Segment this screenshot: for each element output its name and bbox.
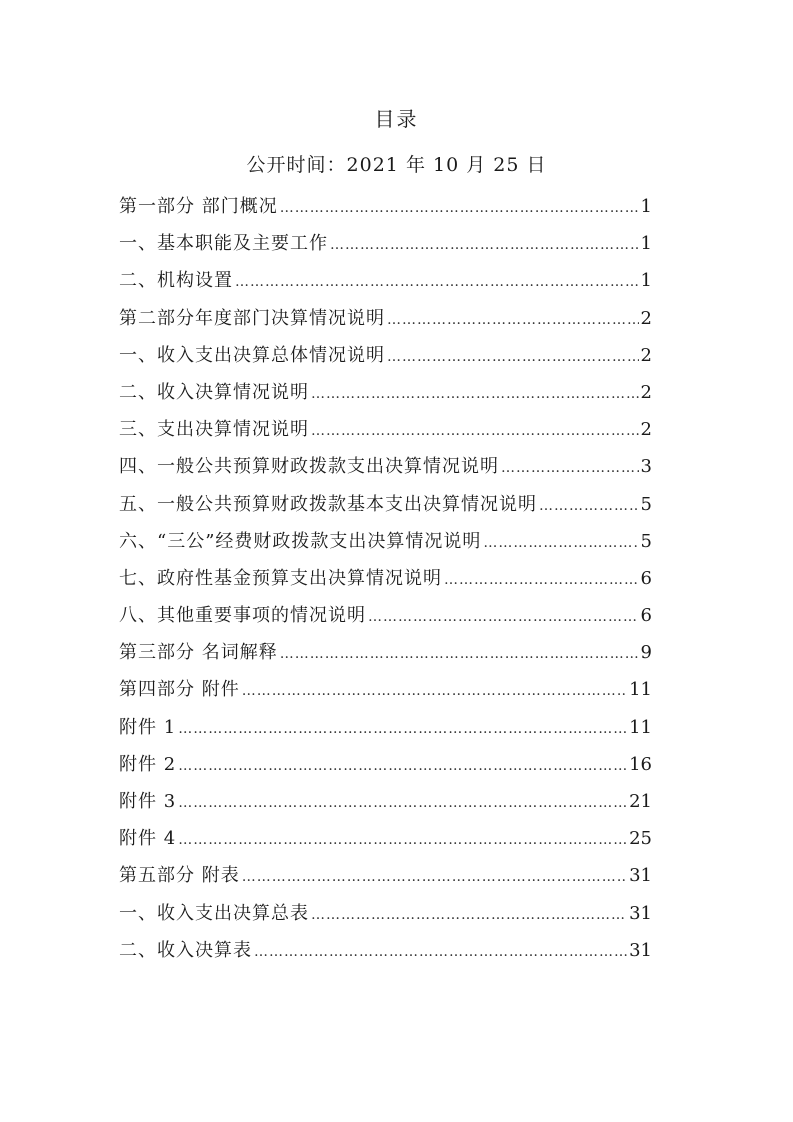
- toc-page-number: 16: [629, 753, 652, 775]
- toc-entry[interactable]: [119, 783, 652, 820]
- toc-page-number: 31: [629, 939, 652, 961]
- toc-dot-leader: [330, 227, 639, 264]
- toc-page-number: 6: [640, 567, 652, 589]
- toc-dot-leader: [483, 525, 638, 562]
- toc-entry[interactable]: [119, 337, 652, 374]
- toc-page-number: 5: [640, 493, 652, 515]
- toc-page-number: 1: [640, 270, 652, 292]
- toc-entry-label: 二、机构设置: [119, 270, 233, 292]
- toc-dot-leader: [235, 264, 639, 301]
- toc-entry-label: 一、收入支出决算总体情况说明: [119, 344, 385, 366]
- toc-entry-label: 一、收入支出决算总表: [119, 902, 309, 924]
- toc-dot-leader: [311, 413, 639, 450]
- toc-entry[interactable]: [119, 262, 652, 299]
- toc-dot-leader: [539, 488, 639, 525]
- toc-dot-leader: [178, 748, 627, 785]
- toc-entry[interactable]: [119, 300, 652, 337]
- toc-entry[interactable]: [119, 448, 652, 485]
- toc-entry[interactable]: [119, 374, 652, 411]
- toc-entry[interactable]: [119, 634, 652, 671]
- toc-entry[interactable]: [119, 932, 652, 969]
- toc-entry[interactable]: [119, 671, 652, 708]
- toc-page-number: 2: [640, 419, 652, 441]
- toc-entry-label: 第四部分 附件: [119, 679, 240, 701]
- toc-entry-label: 七、政府性基金预算支出决算情况说明: [119, 567, 442, 589]
- toc-entry[interactable]: [119, 486, 652, 523]
- toc-page-number: 11: [629, 679, 652, 701]
- toc-entry-label: 六、“三公”经费财政拨款支出决算情况说明: [119, 530, 482, 552]
- toc-page-number: 1: [640, 196, 652, 217]
- toc-entry-label: 第三部分 名词解释: [119, 642, 278, 664]
- toc-dot-leader: [311, 376, 639, 413]
- toc-page-number: 5: [640, 530, 652, 552]
- toc-entry[interactable]: [119, 597, 652, 634]
- toc-entry[interactable]: [119, 523, 652, 560]
- toc-entry[interactable]: [119, 411, 652, 448]
- toc-page-number: 11: [629, 716, 652, 738]
- toc-page-number: 31: [629, 865, 652, 887]
- toc-entry-label: 附件 1: [119, 716, 177, 738]
- toc-entry[interactable]: [119, 188, 652, 225]
- toc-page-number: 2: [640, 344, 652, 366]
- toc-dot-leader: [178, 785, 627, 822]
- toc-dot-leader: [242, 859, 627, 896]
- toc-dot-leader: [280, 636, 639, 673]
- toc-entry[interactable]: [119, 820, 652, 857]
- toc-entry[interactable]: [119, 746, 652, 783]
- toc-dot-leader: [178, 822, 627, 859]
- toc-dot-leader: [311, 897, 627, 934]
- toc-entry-label: 第五部分 附表: [119, 865, 240, 887]
- toc-entry-label: 五、一般公共预算财政拨款基本支出决算情况说明: [119, 493, 537, 515]
- toc-dot-leader: [387, 302, 639, 339]
- toc-page-number: 25: [629, 828, 652, 850]
- toc-dot-leader: [242, 673, 627, 710]
- toc-page-number: 9: [640, 642, 652, 664]
- toc-page-number: 21: [629, 791, 652, 812]
- toc-dot-leader: [178, 711, 627, 748]
- toc-dot-leader: [444, 562, 639, 599]
- toc-entry-label: 三、支出决算情况说明: [119, 419, 309, 441]
- toc-entry-label: 附件 4: [119, 828, 177, 850]
- toc-page-number: 6: [640, 605, 652, 627]
- toc-entry-label: 二、收入决算情况说明: [119, 381, 309, 403]
- toc-entry[interactable]: [119, 857, 652, 894]
- toc-entry-label: 附件 3: [119, 791, 177, 812]
- page-title: 目录: [374, 107, 419, 131]
- toc-entry-label: 四、一般公共预算财政拨款支出决算情况说明: [119, 456, 499, 478]
- toc-entry-label: 第一部分 部门概况: [119, 196, 278, 217]
- toc-entry-label: 附件 2: [119, 753, 177, 775]
- toc-entry-label: 一、基本职能及主要工作: [119, 233, 328, 255]
- toc-entry[interactable]: [119, 709, 652, 746]
- toc-entry-label: 二、收入决算表: [119, 939, 252, 961]
- toc-page-number: 2: [640, 381, 652, 403]
- toc-page-number: 31: [629, 902, 652, 924]
- toc-page-number: 3: [640, 456, 652, 478]
- toc-entry[interactable]: [119, 895, 652, 932]
- toc-entry[interactable]: [119, 225, 652, 262]
- toc-dot-leader: [280, 190, 639, 227]
- publish-date: 公开时间：2021 年 10 月 25 日: [246, 154, 547, 176]
- toc-page-number: 2: [640, 307, 652, 329]
- toc-entry[interactable]: [119, 560, 652, 597]
- toc-entry-label: 第二部分年度部门决算情况说明: [119, 307, 385, 329]
- toc-dot-leader: [501, 450, 639, 487]
- toc-dot-leader: [387, 339, 639, 376]
- table-of-contents: [119, 188, 652, 969]
- toc-page-number: 1: [640, 233, 652, 255]
- toc-entry-label: 八、其他重要事项的情况说明: [119, 605, 366, 627]
- toc-dot-leader: [254, 934, 627, 971]
- toc-dot-leader: [368, 599, 639, 636]
